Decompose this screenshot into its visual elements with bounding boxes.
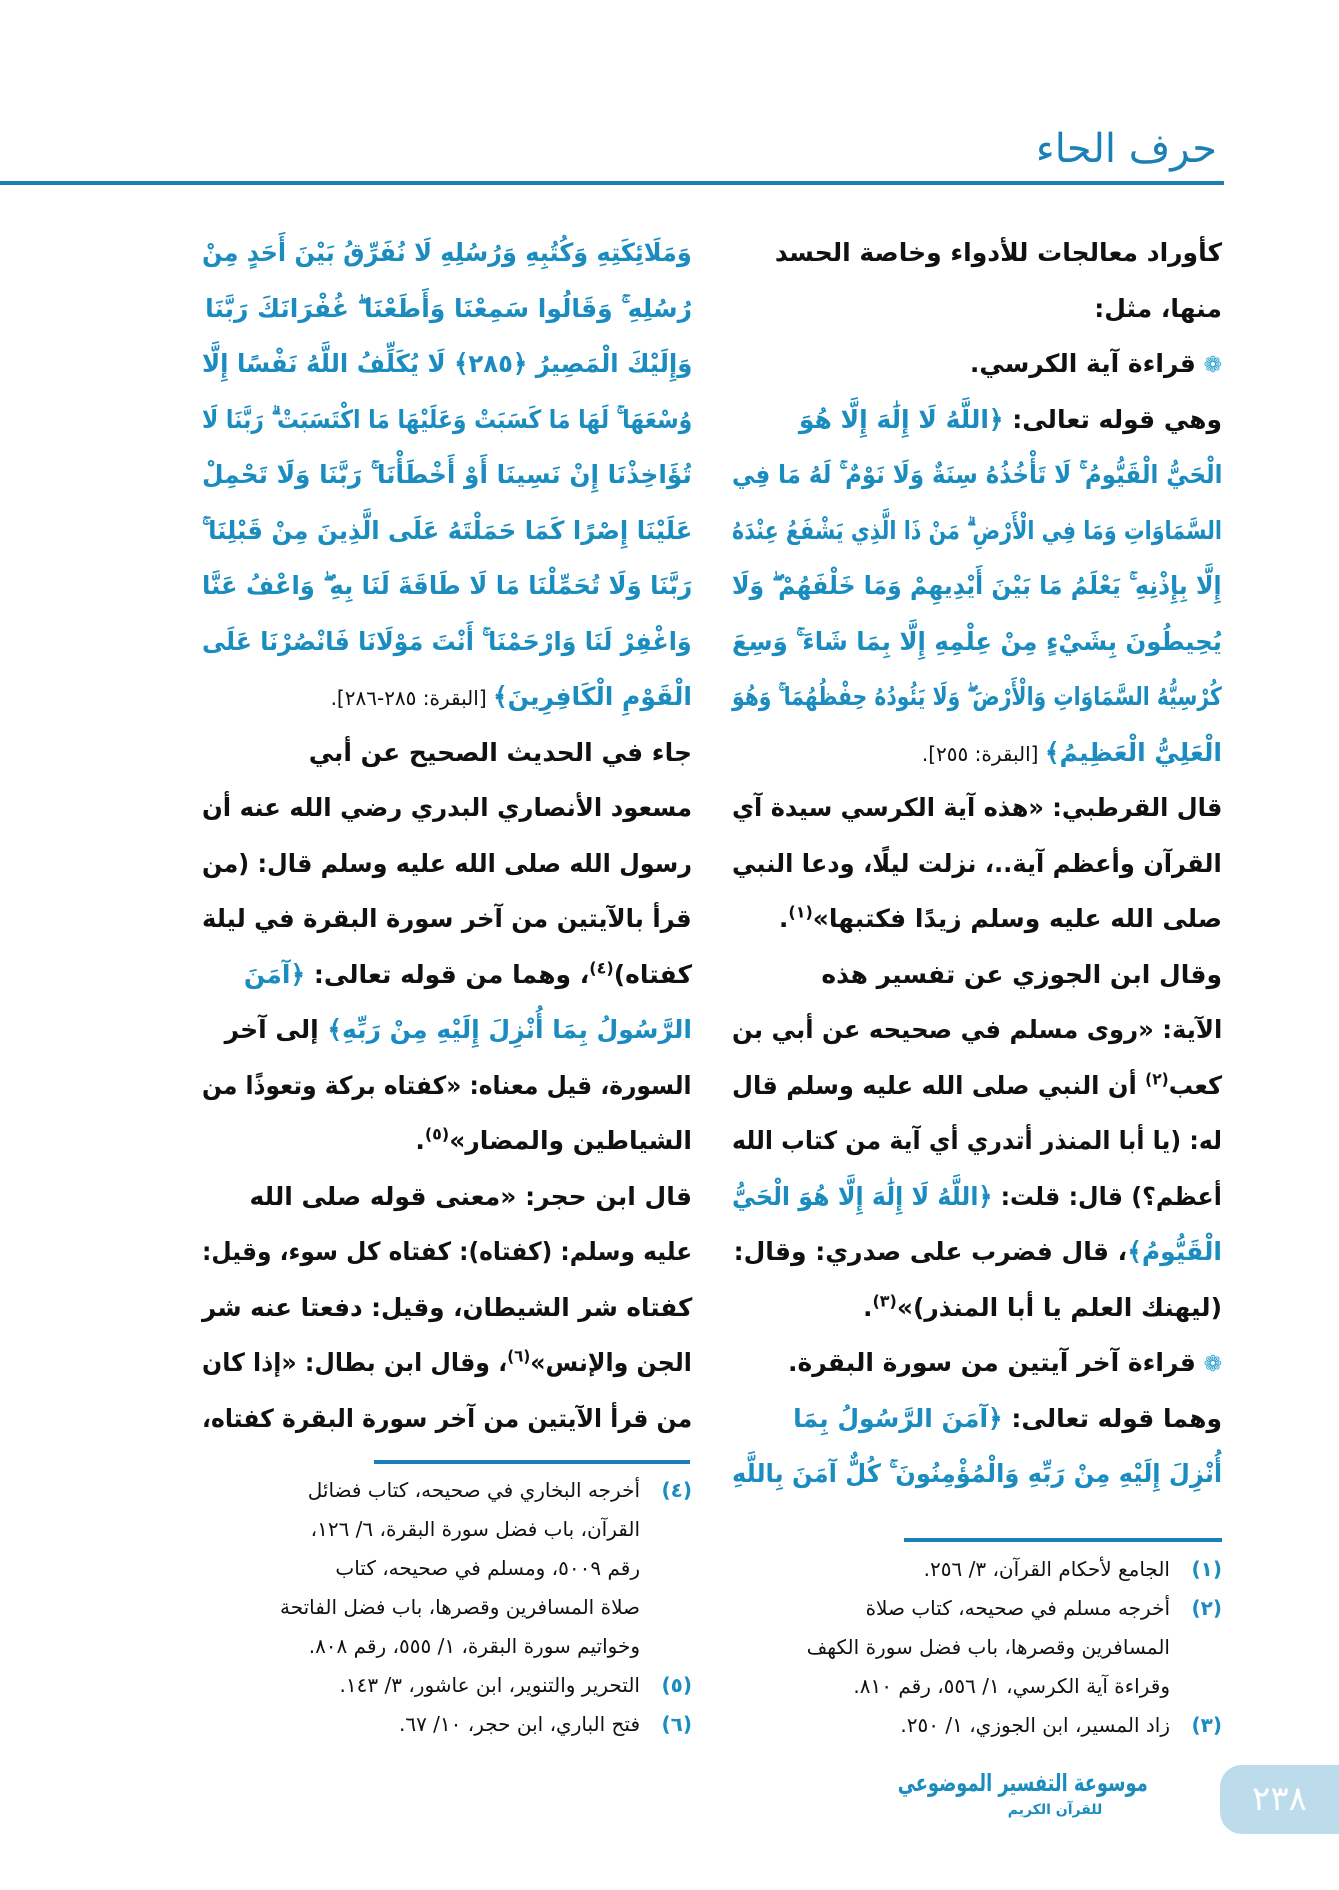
- quran-verse-text: الرَّسُولُ بِمَا أُنْزِلَ إِلَيْهِ مِنْ رَبِّهِ﴾: [327, 1015, 692, 1044]
- text-line: [309, 728, 692, 778]
- text-line: [1094, 284, 1222, 334]
- body-text: جاء في الحديث الصحيح عن أبي: [308, 737, 692, 767]
- text-line: [732, 617, 1222, 667]
- text-line: [732, 1005, 1222, 1055]
- body-text: القرآن وأعظم آية..، نزلت ليلًا، ودعا النبي: [732, 848, 1222, 878]
- logo-title: موسوعة التفسير الموضوعي: [897, 1769, 1148, 1797]
- header-divider: [0, 181, 1224, 185]
- text-line: [732, 1061, 1222, 1111]
- quran-verse-text: ﴿آمَنَ الرَّسُولُ بِمَا: [793, 1403, 1003, 1433]
- footnote-number: (٤): [661, 1478, 692, 1502]
- footnote-text: المسافرين وقصرها، باب فضل سورة الكهف: [806, 1635, 1170, 1659]
- encyclopedia-logo: [897, 1765, 1180, 1819]
- body-text: (ليهنك العلم يا أبا المنذر)»: [896, 1292, 1222, 1322]
- footnote-number: (٢): [1191, 1596, 1222, 1620]
- footnote-text: وقراءة آية الكرسي، ١/ ٥٥٦، رقم ٨١٠.: [853, 1674, 1170, 1698]
- footnote-text: الجامع لأحكام القرآن، ٣/ ٢٥٦.: [923, 1557, 1170, 1581]
- body-text: كعب: [1168, 1070, 1222, 1100]
- quran-verse-text: الْقَوْمِ الْكَافِرِينَ﴾: [493, 682, 692, 711]
- footnote-number: (١): [1191, 1557, 1222, 1581]
- verse-reference: [البقرة: ٢٨٥-٢٨٦].: [330, 686, 493, 710]
- text-line: [202, 450, 692, 500]
- footnote-text: زاد المسير، ابن الجوزي، ١/ ٢٥٠.: [900, 1713, 1170, 1737]
- body-text: صلى الله عليه وسلم زيدًا فكتبها»: [812, 904, 1222, 933]
- footnote-number: (٣): [1191, 1713, 1222, 1737]
- logo-subtitle: للقرآن الكريم: [1007, 1802, 1103, 1818]
- body-text: قال القرطبي: «هذه آية الكرسي سيدة آي: [731, 793, 1222, 822]
- quran-verse-text: الْقَيُّومُ﴾: [1127, 1237, 1222, 1266]
- text-line: [970, 339, 1222, 389]
- text-line: [205, 284, 692, 334]
- flower-bullet-icon: ❁: [1195, 353, 1222, 378]
- text-line: [732, 506, 1222, 556]
- body-text: كفتاه): [613, 959, 692, 989]
- footnote-divider-right: [904, 1538, 1222, 1542]
- quran-verse-text: وَإِلَيْكَ الْمَصِيرُ ﴿٢٨٥﴾ لَا يُكَلِّفُ اللَّهُ نَفْسًا إِلَّا: [201, 349, 692, 378]
- footnote-marker: (١): [788, 902, 813, 922]
- text-line: [732, 672, 1222, 722]
- text-line: [788, 1338, 1222, 1388]
- footnote-marker: (٤): [589, 958, 614, 978]
- body-text: ، وهما من قوله تعالى:: [305, 959, 590, 989]
- footnote-number: (٥): [661, 1673, 692, 1697]
- footnote-divider-left: [374, 1460, 690, 1464]
- text-line: [732, 561, 1222, 611]
- footnote-marker: (٦): [507, 1346, 531, 1366]
- text-line: [732, 783, 1222, 833]
- quran-verse-text: وَمَلَائِكَتِهِ وَكُتُبِهِ وَرُسُلِهِ لَا نُفَرِّقُ بَيْنَ أَحَدٍ مِنْ: [202, 238, 692, 267]
- body-text: الآية: «روى مسلم في صحيحه عن أبي بن: [731, 1015, 1222, 1044]
- text-line: [202, 1061, 692, 1111]
- text-line: [202, 1394, 692, 1444]
- verse-reference: [البقرة: ٢٥٥].: [921, 741, 1045, 766]
- text-line: [331, 672, 692, 722]
- body-text: الشياطين والمضار»: [449, 1126, 692, 1155]
- text-line: [732, 1449, 1222, 1499]
- text-line: [779, 894, 1222, 944]
- body-text: السورة، قيل معناه: «كفتاه بركة وتعوذًا من: [202, 1070, 692, 1100]
- text-line: [202, 506, 692, 556]
- text-line: [249, 1172, 692, 1222]
- body-text: من قرأ الآيتين من آخر سورة البقرة كفتاه،: [201, 1403, 692, 1433]
- footnote-text: القرآن، باب فضل سورة البقرة، ٦/ ١٢٦،: [310, 1517, 640, 1541]
- body-text: إلى آخر: [224, 1015, 328, 1044]
- quran-verse-text: أُنْزِلَ إِلَيْهِ مِنْ رَبِّهِ وَالْمُؤْمِنُونَ ۚ كُلٌّ آمَنَ بِاللَّهِ: [731, 1459, 1222, 1488]
- quran-verse-text: السَّمَاوَاتِ وَمَا فِي الْأَرْضِ ۗ مَنْ ذَا الَّذِي يَشْفَعُ عِنْدَهُ: [732, 515, 1222, 545]
- text-line: [244, 950, 692, 1000]
- section-title: حرف الحاء: [1035, 126, 1217, 172]
- quran-verse-text: الْحَيُّ الْقَيُّومُ ۚ لَا تَأْخُذُهُ سِنَةٌ وَلَا نَوْمٌ ۚ لَهُ مَا فِي: [731, 460, 1222, 489]
- body-text: وهي قوله تعالى:: [1003, 404, 1222, 434]
- flower-bullet-icon: ❁: [1195, 1352, 1222, 1377]
- body-text: وقال ابن الجوزي عن تفسير هذه: [821, 959, 1222, 989]
- body-text: منها، مثل:: [1094, 293, 1222, 323]
- footnote-marker: (٥): [424, 1124, 450, 1144]
- text-line: [202, 395, 692, 445]
- quran-verse-text: كُرْسِيُّهُ السَّمَاوَاتِ وَالْأَرْضَ ۖ وَلَا يَئُودُهُ حِفْظُهُمَا ۚ وَهُوَ: [732, 682, 1222, 711]
- text-line: [202, 783, 692, 833]
- body-text: قرأ بالآيتين من آخر سورة البقرة في ليلة: [202, 904, 692, 933]
- quran-verse-text: الْعَلِيُّ الْعَظِيمُ﴾: [1044, 737, 1222, 767]
- text-line: [202, 894, 692, 944]
- body-text: أن النبي صلى الله عليه وسلم قال: [731, 1070, 1146, 1100]
- text-line: [732, 450, 1222, 500]
- footnote-text: التحرير والتنوير، ابن عاشور، ٣/ ١٤٣.: [339, 1673, 640, 1697]
- body-text: رسول الله صلى الله عليه وسلم قال: (من: [201, 848, 692, 878]
- quran-verse-text: رَبَّنَا وَلَا تُحَمِّلْنَا مَا لَا طَاقَةَ لَنَا بِهِ ۖ وَاعْفُ عَنَّا: [201, 571, 692, 600]
- quran-verse-text: ﴿آمَنَ: [243, 959, 306, 989]
- footnote-text: وخواتيم سورة البقرة، ١/ ٥٥٥، رقم ٨٠٨.: [308, 1634, 640, 1658]
- footnote-marker: (٢): [1145, 1069, 1169, 1089]
- footnote-text: أخرجه مسلم في صحيحه، كتاب صلاة: [865, 1596, 1170, 1620]
- body-text: عليه وسلم: (كفتاه): كفتاه كل سوء، وقيل:: [201, 1237, 692, 1266]
- footnote-number: (٦): [661, 1712, 692, 1736]
- text-line: [202, 839, 692, 889]
- text-line: [732, 1116, 1222, 1166]
- text-line: [775, 228, 1222, 278]
- text-line: [225, 1005, 692, 1055]
- body-text: .: [862, 1292, 873, 1322]
- body-text: كفتاه شر الشيطان، وقيل: دفعتا عنه شر: [201, 1292, 692, 1322]
- text-line: [732, 1172, 1222, 1222]
- quran-verse-text: تُؤَاخِذْنَا إِنْ نَسِينَا أَوْ أَخْطَأْنَا ۚ رَبَّنَا وَلَا تَحْمِلْ: [202, 460, 692, 489]
- quran-verse-text: رُسُلِهِ ۚ وَقَالُوا سَمِعْنَا وَأَطَعْنَا ۖ غُفْرَانَكَ رَبَّنَا: [205, 293, 692, 323]
- text-line: [734, 1227, 1222, 1277]
- quran-verse-text: يُحِيطُونَ بِشَيْءٍ مِنْ عِلْمِهِ إِلَّا بِمَا شَاءَ ۚ وَسِعَ: [732, 626, 1222, 656]
- text-line: [202, 1227, 692, 1277]
- quran-verse-text: إِلَّا بِإِذْنِهِ ۚ يَعْلَمُ مَا بَيْنَ أَيْدِيهِمْ وَمَا خَلْفَهُمْ ۖ وَلَا: [732, 571, 1222, 600]
- text-line: [922, 728, 1222, 778]
- footnote-text: رقم ٥٠٠٩، ومسلم في صحيحه، كتاب: [335, 1556, 640, 1580]
- text-line: [202, 617, 692, 667]
- footnote-marker: (٣): [872, 1291, 897, 1311]
- body-text: .: [778, 904, 789, 933]
- body-text: ، قال فضرب على صدري: وقال:: [733, 1237, 1128, 1266]
- text-line: [202, 1338, 692, 1388]
- quran-verse-text: وُسْعَهَا ۚ لَهَا مَا كَسَبَتْ وَعَلَيْهَا مَا اكْتَسَبَتْ ۗ رَبَّنَا لَا: [201, 404, 692, 434]
- footnote-text: صلاة المسافرين وقصرها، باب فضل الفاتحة: [279, 1595, 640, 1619]
- text-line: [732, 839, 1222, 889]
- body-text: أعظم؟) قال: قلت:: [992, 1181, 1222, 1211]
- page-number-badge: ٢٣٨: [1220, 1765, 1339, 1834]
- footnote-text: أخرجه البخاري في صحيحه، كتاب فضائل: [307, 1478, 640, 1502]
- text-line: [202, 228, 692, 278]
- text-line: [202, 561, 692, 611]
- body-text: قال ابن حجر: «معنى قوله صلى الله: [249, 1181, 692, 1211]
- quran-verse-text: وَاغْفِرْ لَنَا وَارْحَمْنَا ۚ أَنْتَ مَوْلَانَا فَانْصُرْنَا عَلَى: [202, 626, 692, 656]
- quran-verse-text: عَلَيْنَا إِصْرًا كَمَا حَمَلْتَهُ عَلَى الَّذِينَ مِنْ قَبْلِنَا ۚ: [201, 515, 692, 545]
- quran-verse-text: ﴿اللَّهُ لَا إِلَٰهَ إِلَّا هُوَ: [798, 404, 1004, 434]
- text-line: [799, 395, 1222, 445]
- text-line: [821, 950, 1222, 1000]
- body-text: قراءة آية الكرسي.: [969, 349, 1196, 378]
- text-line: [202, 339, 692, 389]
- text-line: [202, 1283, 692, 1333]
- body-text: وهما قوله تعالى:: [1002, 1403, 1222, 1433]
- footnote-text: فتح الباري، ابن حجر، ١٠/ ٦٧.: [398, 1712, 640, 1736]
- body-text: .: [415, 1126, 425, 1155]
- body-text: ، وقال ابن بطال: «إذا كان: [202, 1348, 508, 1377]
- text-line: [793, 1394, 1222, 1444]
- body-text: كأوراد معالجات للأدواء وخاصة الحسد: [774, 238, 1222, 267]
- body-text: قراءة آخر آيتين من سورة البقرة.: [788, 1348, 1196, 1377]
- body-text: الجن والإنس»: [530, 1348, 692, 1377]
- text-line: [863, 1283, 1222, 1333]
- body-text: مسعود الأنصاري البدري رضي الله عنه أن: [201, 793, 692, 822]
- body-text: له: (يا أبا المنذر أتدري أي آية من كتاب الله: [731, 1126, 1222, 1155]
- text-line: [415, 1116, 692, 1166]
- quran-verse-text: ﴿اللَّهُ لَا إِلَٰهَ إِلَّا هُوَ الْحَيُّ: [732, 1181, 993, 1211]
